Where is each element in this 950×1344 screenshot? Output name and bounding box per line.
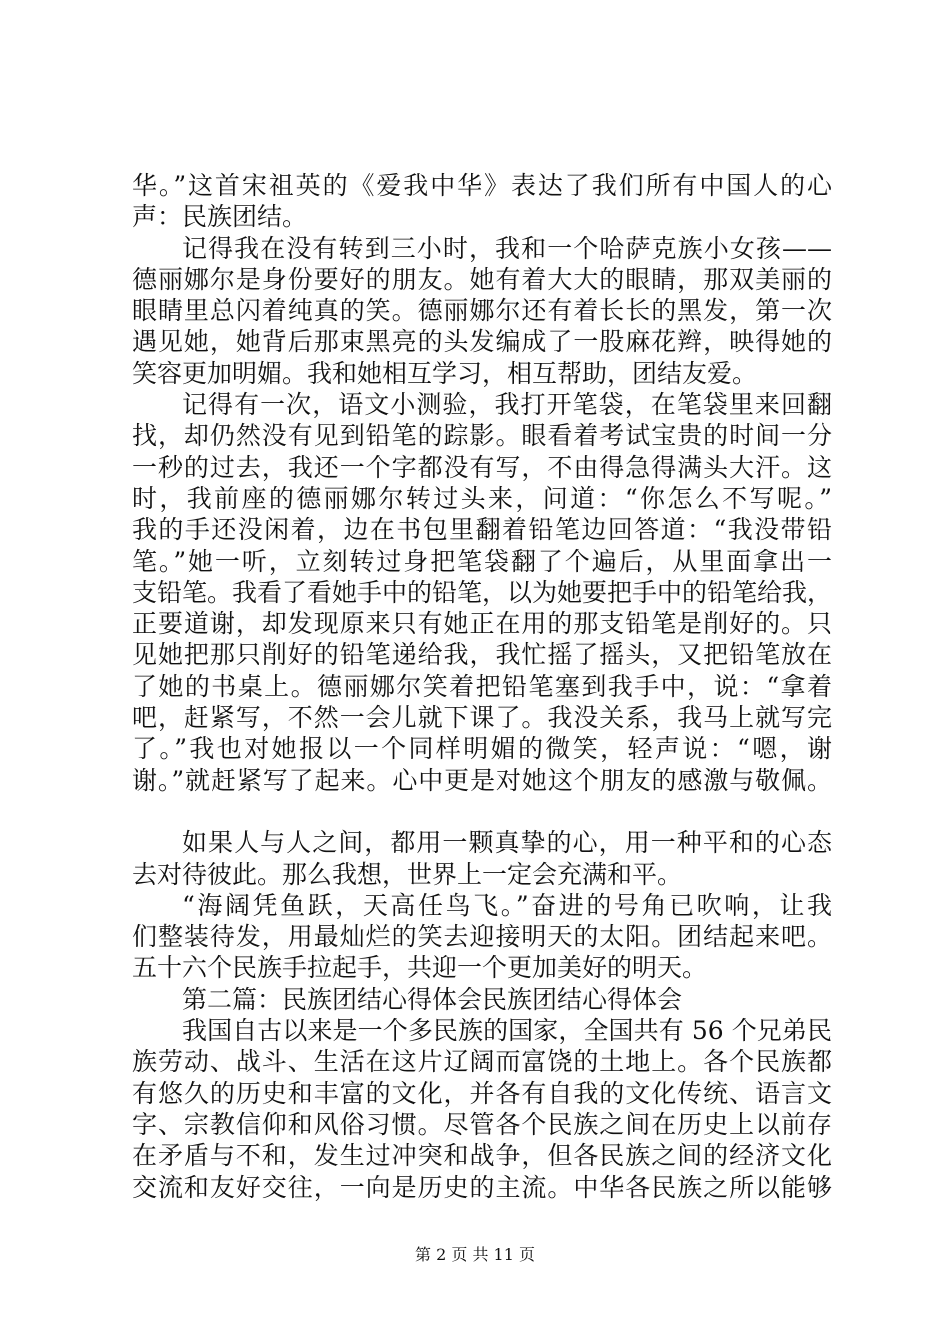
text-line: 了。”我也对她报以一个同样明媚的微笑，轻声说：“嗯，谢 xyxy=(132,734,832,764)
text-line: 笑容更加明媚。我和她相互学习，相互帮助，团结友爱。 xyxy=(132,358,758,388)
text-line: 去对待彼此。那么我想，世界上一定会充满和平。 xyxy=(132,859,683,889)
text-line: 我国自古以来是一个多民族的国家，全国共有 56 个兄弟民 xyxy=(182,1016,832,1046)
text-line: 正要道谢，却发现原来只有她正在用的那支铅笔是削好的。只 xyxy=(132,609,832,639)
text-line: 第二篇：民族团结心得体会民族团结心得体会 xyxy=(182,984,683,1014)
text-line: 我的手还没闲着，边在书包里翻着铅笔边回答道：“我没带铅 xyxy=(132,515,832,545)
text-line: 笔。”她一听，立刻转过身把笔袋翻了个遍后，从里面拿出一 xyxy=(132,546,832,576)
text-line: 谢。”就赶紧写了起来。心中更是对她这个朋友的感激与敬佩。 xyxy=(132,765,832,795)
text-line: 了她的书桌上。德丽娜尔笑着把铅笔塞到我手中，说：“拿着 xyxy=(132,671,832,701)
text-line: 找，却仍然没有见到铅笔的踪影。眼看着考试宝贵的时间一分 xyxy=(132,421,832,451)
text-line: 交流和友好交往，一向是历史的主流。中华各民族之所以能够 xyxy=(132,1172,832,1202)
text-line: 族劳动、战斗、生活在这片辽阔而富饶的土地上。各个民族都 xyxy=(132,1047,832,1077)
text-line: 们整装待发，用最灿烂的笑去迎接明天的太阳。团结起来吧。 xyxy=(132,922,832,952)
text-line: 在矛盾与不和，发生过冲突和战争，但各民族之间的经济文化 xyxy=(132,1141,832,1171)
page-footer: 第 2 页 共 11 页 xyxy=(415,1245,535,1264)
text-line: 吧，赶紧写，不然一会儿就下课了。我没关系，我马上就写完 xyxy=(132,703,832,733)
text-line: 声：民族团结。 xyxy=(132,202,308,232)
blank-line xyxy=(132,796,832,827)
text-line: 记得我在没有转到三小时，我和一个哈萨克族小女孩—— xyxy=(182,233,832,263)
text-line: 字、宗教信仰和风俗习惯。尽管各个民族之间在历史上以前存 xyxy=(132,1109,832,1139)
text-line: 有悠久的历史和丰富的文化，并各有自我的文化传统、语言文 xyxy=(132,1078,832,1108)
text-line: 华。”这首宋祖英的《爱我中华》表达了我们所有中国人的心 xyxy=(132,171,832,200)
text-line: 一秒的过去，我还一个字都没有写，不由得急得满头大汗。这 xyxy=(132,452,832,482)
text-line: 眼睛里总闪着纯真的笑。德丽娜尔还有着长长的黑发，第一次 xyxy=(132,296,832,326)
text-line: 见她把那只削好的铅笔递给我，我忙摇了摇头，又把铅笔放在 xyxy=(132,640,832,670)
text-line: 遇见她，她背后那束黑亮的头发编成了一股麻花辫，映得她的 xyxy=(132,327,832,357)
text-line: 支铅笔。我看了看她手中的铅笔，以为她要把手中的铅笔给我， xyxy=(132,577,833,607)
text-line: 时，我前座的德丽娜尔转过头来，问道：“你怎么不写呢。” xyxy=(132,483,832,513)
text-line: 五十六个民族手拉起手，共迎一个更加美好的明天。 xyxy=(132,953,708,983)
text-line: 德丽娜尔是身份要好的朋友。她有着大大的眼睛，那双美丽的 xyxy=(132,264,832,294)
document-body xyxy=(132,170,832,1203)
text-line: “海阔凭鱼跃，天高任鸟飞。”奋进的号角已吹响，让我 xyxy=(182,890,832,920)
text-line: 记得有一次，语文小测验，我打开笔袋，在笔袋里来回翻 xyxy=(182,390,832,420)
text-line: 如果人与人之间，都用一颗真挚的心，用一种平和的心态 xyxy=(182,828,832,858)
